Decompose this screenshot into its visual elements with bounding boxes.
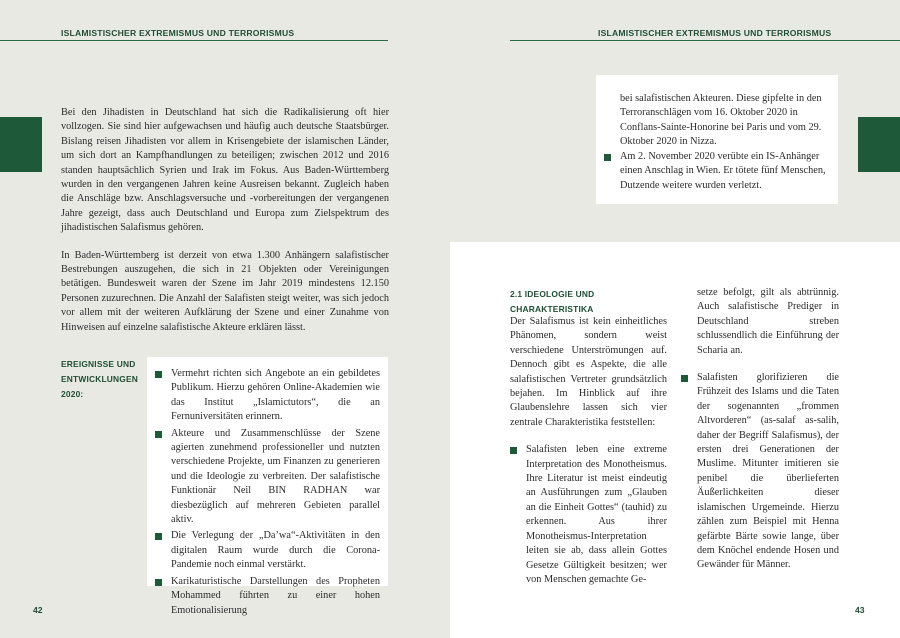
right-page-number: 43	[855, 605, 865, 615]
col2-continuation: setze befolgt, gilt als abtrünnig. Auch salafistische Prediger in Deutschland streben schlussendlich die Einführung der Scharia an.	[697, 287, 839, 356]
left-body-text	[61, 106, 389, 335]
left-running-header: ISLAMISTISCHER EXTREMISMUS UND TERRORISMUS	[61, 28, 295, 38]
left-page-number: 42	[33, 605, 43, 615]
right-column-2	[681, 286, 839, 573]
list-item: Salafisten leben eine extreme Interpretation des Monotheismus. Ihre Literatur ist meist eindeutig an Ausführungen zum „Glauben an die Einheit Gottes“ (tauhid) zu erkennen. Aus ihrer Monotheismus-Interpretation leiten sie ab, dass allein Gottes Gesetze Gültigkeit besitzen; wer von Menschen gemachte Ge-	[510, 443, 667, 587]
list-item: Vermehrt richten sich Angebote an ein gebildetes Publikum. Hierzu gehören Online-Akademien wie das Institut „Islamictutors“, die an Fernuniversitäten erinnern.	[155, 367, 380, 425]
right-chapter-tab	[858, 117, 900, 172]
col1-list	[510, 443, 667, 587]
events-list	[155, 367, 380, 618]
bullet-square-icon	[681, 375, 688, 382]
list-item: Die Verlegung der „Da’wa“-Aktivitäten in den digitalen Raum wurde durch die Corona-Pandemie noch einmal verstärkt.	[155, 529, 380, 572]
bullet-square-icon	[155, 579, 162, 586]
right-running-header: ISLAMISTISCHER EXTREMISMUS UND TERRORISMUS	[598, 28, 832, 38]
bullet-square-icon	[155, 533, 162, 540]
left-paragraph-1: Bei den Jihadisten in Deutschland hat sich die Radikalisierung oft hier vollzogen. Sie sind hier aufgewachsen und häufig auch deutsche Staatsbürger. Bislang reisen Jihadisten vor allem in Krisengebiete der islamischen Länder, um sich dort an Kampfhandlungen zu beteiligen; zwischen 2012 und 2016 standen hauptsächlich Syrien und Irak im Fokus. Aus Baden-Württemberg wurden in den vergangenen Jahren keine Ausreisen bekannt. Zugleich haben die Anschläge bzw. Anschlagsversuche und -vorbereitungen der vergangenen Jahre gezeigt, dass auch Deutschland und Europa zum Zielspektrum des jihadistischen Salafismus gehören.	[61, 107, 389, 234]
events-box	[147, 357, 388, 616]
list-item: Karikaturistische Darstellungen des Propheten Mohammed führten zu einer hohen Emotionalisierung	[155, 575, 380, 618]
right-column-1	[510, 315, 667, 587]
bullet-square-icon	[510, 447, 517, 454]
events-label: EREIGNISSE UND ENTWICKLUNGEN 2020:	[61, 359, 139, 399]
list-item: Am 2. November 2020 verübte ein IS-Anhänger einen Anschlag in Wien. Er tötete fünf Menschen, Dutzende weitere wurden verletzt.	[604, 150, 830, 193]
box-continuation-text: bei salafistischen Akteuren. Diese gipfelte in den Terroranschlägen vom 16. Oktober 2020 in Conflans-Sainte-Honorine bei Paris und vom 29. Oktober 2020 in Nizza.	[620, 93, 822, 148]
left-paragraph-2: In Baden-Württemberg ist derzeit von etwa 1.300 Anhängern salafistischer Bestrebungen auszugehen, die sich in 21 Objekten oder Vereinigungen betätigen. Bundesweit waren der Szene im Jahr 2019 mindestens 12.150 Personen zuzurechnen. Die Anzahl der Salafisten steigt weiter, was sich jedoch vor allem mit der weiteren Aufklärung der Szene und einer Zunahme von Hinweisen auf einzelne salafistische Akteure erklären lässt.	[61, 249, 389, 333]
list-item: Salafisten glorifizieren die Frühzeit des Islams und die Taten der sogenannten „frommen Altvorderen“ (as-salaf as-salih, daher der Begriff Salafismus), der ersten drei Generationen der Muslime. Mitunter imitieren sie penibel die überlieferten Äußerlichkeiten dieser islamischen Urgemeinde. Hierzu zählen zum Beispiel mit Henna gefärbte Bärte sowie lange, über dem Knöchel endende Hosen und Gewänder für Männer.	[681, 371, 839, 573]
col2-list	[681, 371, 839, 573]
left-header-rule	[0, 40, 388, 41]
bullet-square-icon	[604, 154, 611, 161]
events-list-continued	[604, 150, 830, 193]
right-header-rule	[510, 40, 900, 41]
bullet-square-icon	[155, 371, 162, 378]
events-box-continued	[596, 75, 838, 204]
col1-intro: Der Salafismus ist kein einheitliches Phänomen, sondern weist verschiedene Unterströmungen auf. Dennoch gibt es Aspekte, die alle salafistischen Vertreter grundsätzlich bejahen. Im Hinblick auf ihre Glaubenslehre lassen sich vier zentrale Charakteristika feststellen:	[510, 316, 667, 428]
list-item: Akteure und Zusammenschlüsse der Szene agierten zunehmend professioneller und nutzten verschiedene Projekte, um Finanzen zu generieren und die Ideologie zu verbreiten. Der salafistische Funktionär Neil BIN RADHAN war diesbezüglich auf mehreren Gebieten parallel aktiv.	[155, 427, 380, 528]
left-chapter-tab	[0, 117, 42, 172]
section-heading: 2.1 IDEOLOGIE UND CHARAKTERISTIKA	[510, 289, 595, 314]
bullet-square-icon	[155, 431, 162, 438]
